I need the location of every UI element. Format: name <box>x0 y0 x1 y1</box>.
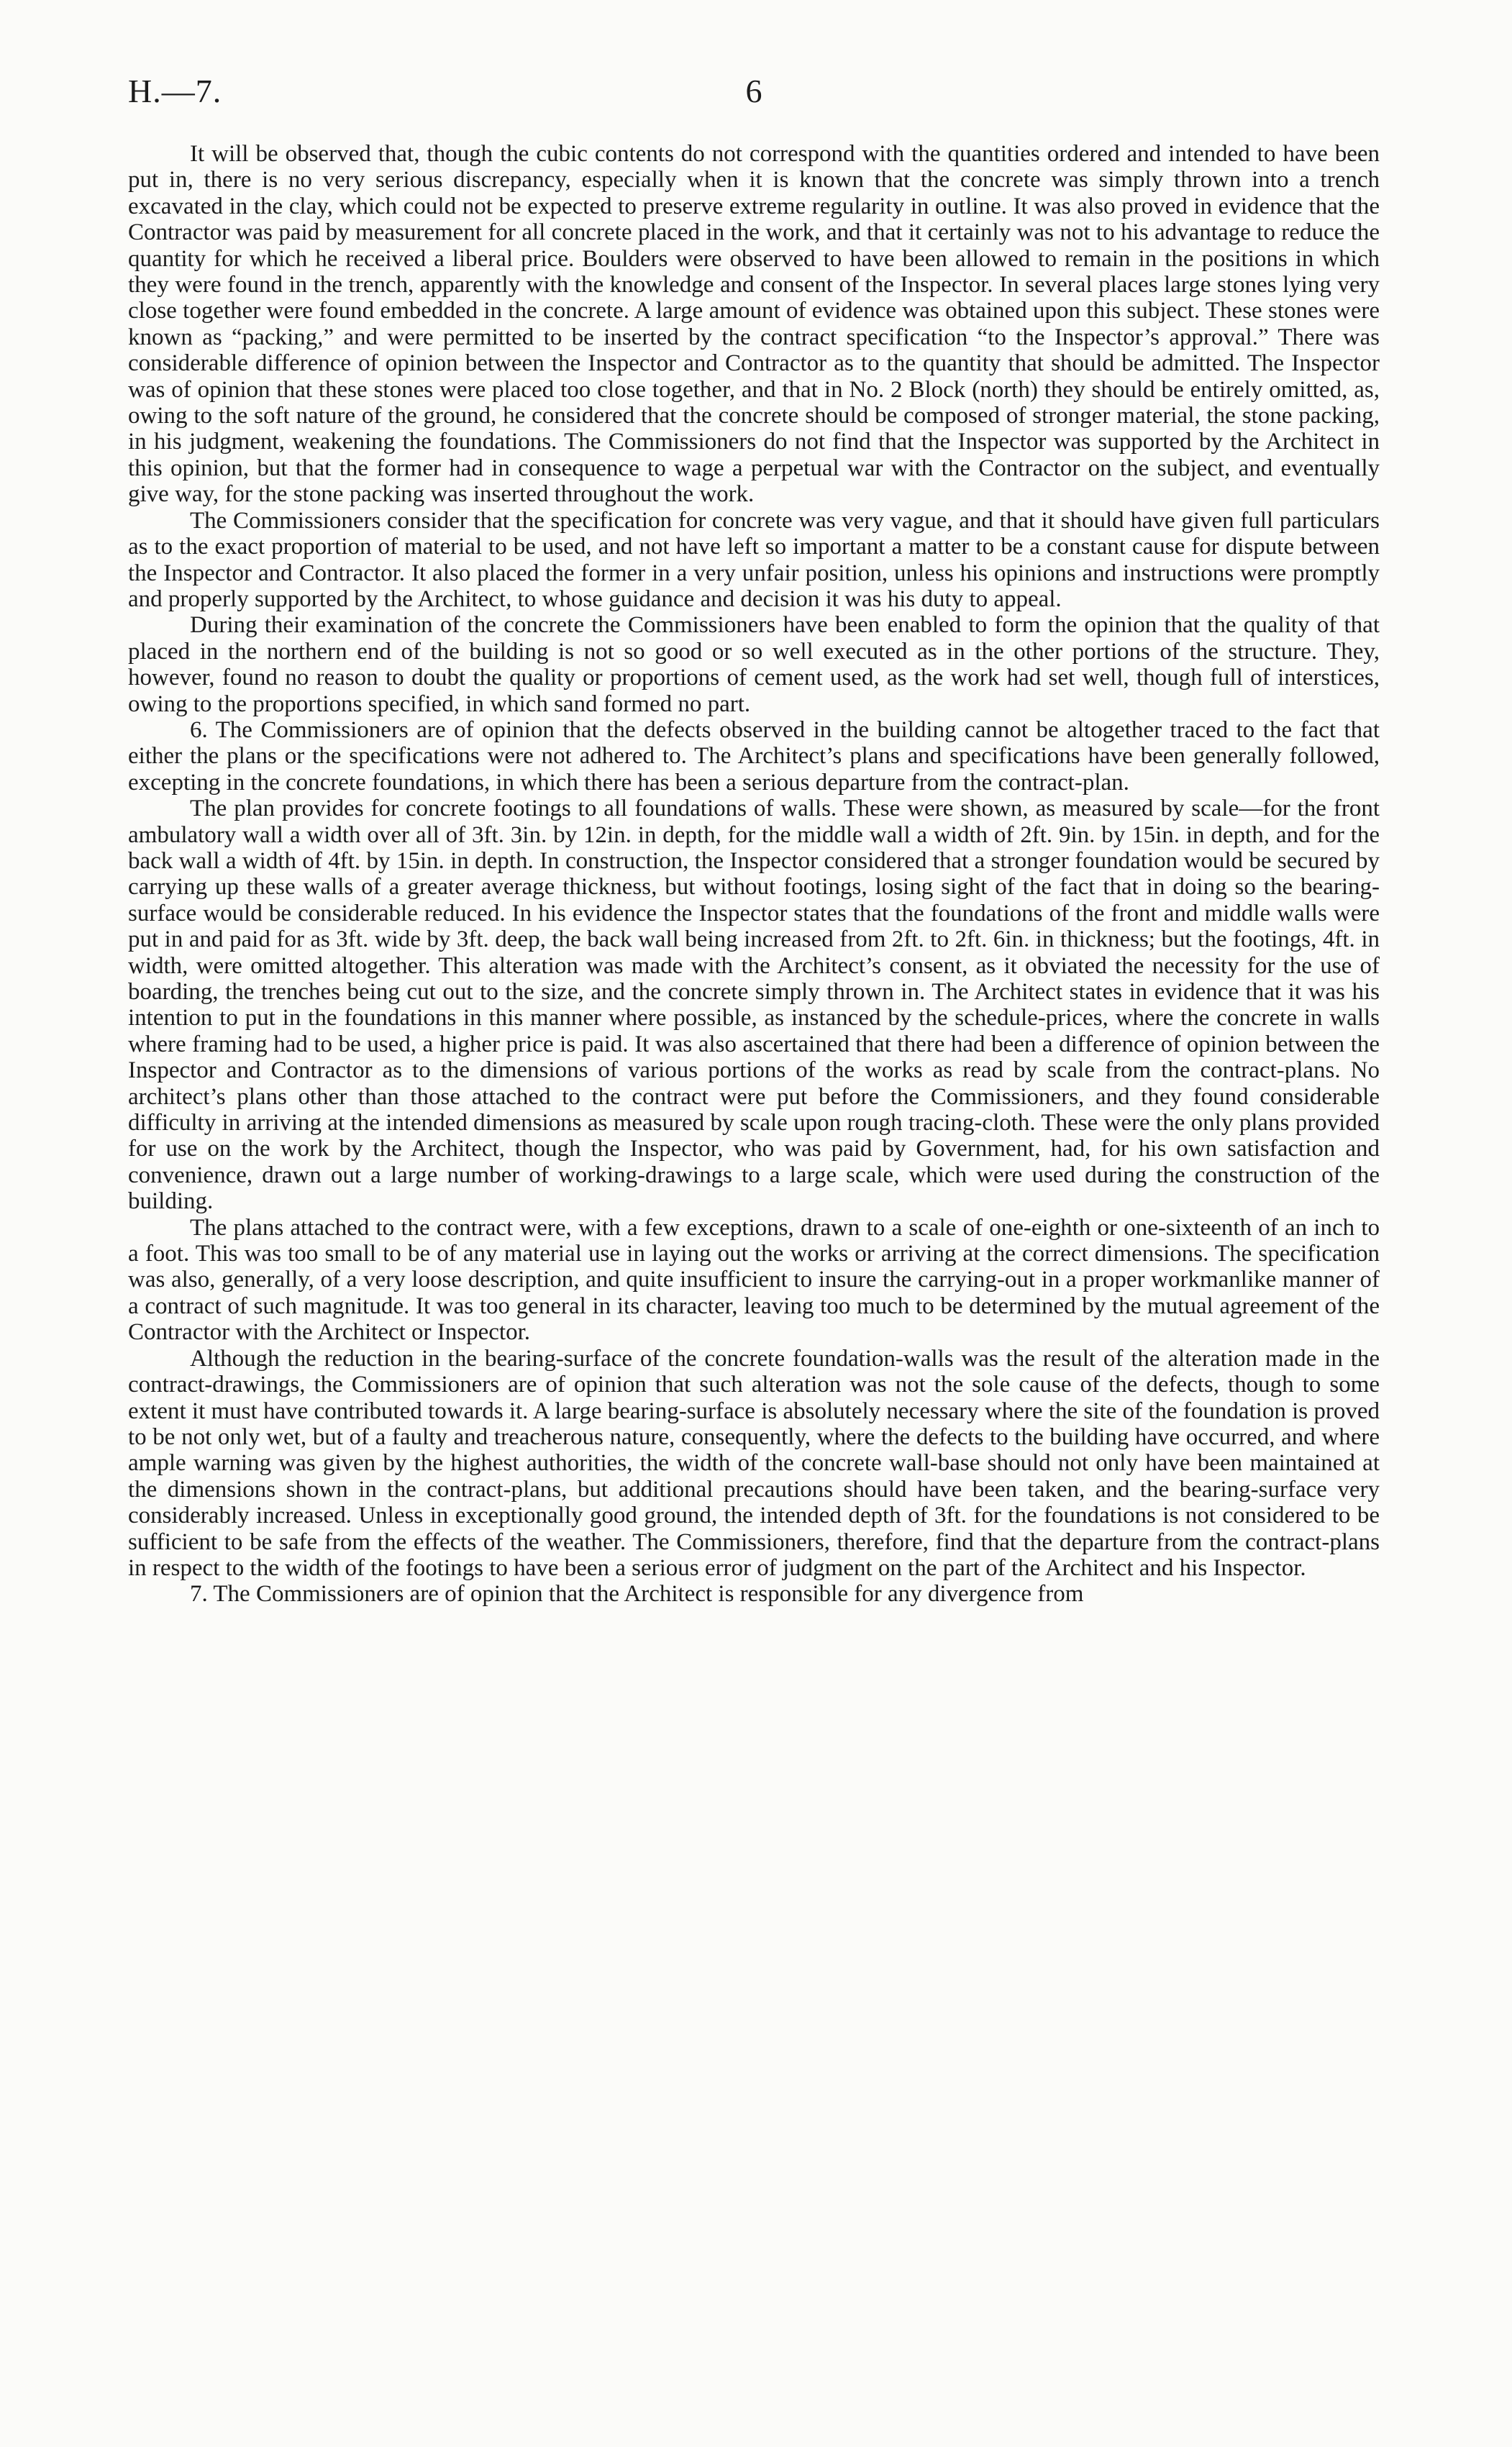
page-header <box>128 72 1380 122</box>
paragraph: It will be observed that, though the cubic contents do not correspond with the quantities ordered and intended to have been put in, there is no very serious discrepancy, especially when it is known that the concrete was simply thrown into a trench excavated in the clay, which could not be expected to preserve extreme regularity in outline. It was also proved in evidence that the Contractor was paid by measurement for all concrete placed in the work, and that it certainly was not to his advantage to reduce the quantity for which he received a liberal price. Boulders were observed to have been allowed to remain in the positions in which they were found in the trench, apparently with the knowledge and consent of the Inspector. In several places large stones lying very close together were found embedded in the concrete. A large amount of evidence was obtained upon this subject. These stones were known as “packing,” and were permitted to be inserted by the contract specification “to the Inspector’s approval.” There was considerable difference of opinion between the Inspector and Contractor as to the quantity that should be admitted. The Inspector was of opinion that these stones were placed too close together, and that in No. 2 Block (north) they should be entirely omitted, as, owing to the soft nature of the ground, he considered that the concrete should be composed of stronger material, the stone packing, in his judgment, weakening the foundations. The Commissioners do not find that the Inspector was supported by the Architect in this opinion, but that the former had in consequence to wage a perpetual war with the Contractor on the subject, and eventually give way, for the stone packing was inserted throughout the work. <box>128 141 1380 508</box>
paragraph: Although the reduction in the bearing-surface of the concrete foundation-walls was the result of the alteration made in the contract-drawings, the Commissioners are of opinion that such alteration was not the sole cause of the defects, though to some extent it must have contributed towards it. A large bearing-surface is absolutely necessary where the site of the foundation is proved to be not only wet, but of a faulty and treacherous nature, consequently, where the defects to the building have occurred, and where ample warning was given by the highest authorities, the width of the concrete wall-base should not only have been maintained at the dimensions shown in the contract-plans, but additional precautions should have been taken, and the bearing-surface very considerably increased. Unless in exceptionally good ground, the intended depth of 3ft. for the foundations is not considered to be sufficient to be safe from the effects of the weather. The Commissioners, therefore, find that the departure from the contract-plans in respect to the width of the footings to have been a serious error of judgment on the part of the Architect and his Inspector. <box>128 1345 1380 1581</box>
page-number: 6 <box>745 73 762 109</box>
document-body <box>128 141 1380 1608</box>
paragraph: 6. The Commissioners are of opinion that the defects observed in the building cannot be altogether traced to the fact that either the plans or the specifications were not adhered to. The Architect’s plans and specifications have been generally followed, excepting in the concrete foundations, in which there has been a serious departure from the contract-plan. <box>128 716 1380 796</box>
paragraph: 7. The Commissioners are of opinion that the Architect is responsible for any divergence from <box>190 1581 1084 1608</box>
paragraph: The plans attached to the contract were, with a few exceptions, drawn to a scale of one-eighth or one-sixteenth of an inch to a foot. This was too small to be of any material use in laying out the works or arriving at the correct dimensions. The specification was also, generally, of a very loose description, and quite insufficient to insure the carrying-out in a proper workmanlike manner of a contract of such magnitude. It was too general in its character, leaving too much to be determined by the mutual agreement of the Contractor with the Architect or Inspector. <box>128 1214 1380 1346</box>
document-code: H.—7. <box>128 73 222 109</box>
paragraph: The plan provides for concrete footings to all foundations of walls. These were shown, as measured by scale—for the front ambulatory wall a width over all of 3ft. 3in. by 12in. in depth, for the middle wall a width of 2ft. 9in. by 15in. in depth, and for the back wall a width of 4ft. by 15in. in depth. In construction, the Inspector considered that a stronger foundation would be secured by carrying up these walls of a greater average thickness, but without footings, losing sight of the fact that in doing so the bearing-surface would be considerable reduced. In his evidence the Inspector states that the foundations of the front and middle walls were put in and paid for as 3ft. wide by 3ft. deep, the back wall being increased from 2ft. to 2ft. 6in. in thickness; but the footings, 4ft. in width, were omitted altogether. This alteration was made with the Architect’s consent, as it obviated the necessity for the use of boarding, the trenches being cut out to the size, and the concrete simply thrown in. The Architect states in evidence that it was his intention to put in the foundations in this manner where possible, as instanced by the schedule-prices, where the concrete in walls where framing had to be used, a higher price is paid. It was also ascertained that there had been a difference of opinion between the Inspector and Contractor as to the dimensions of various portions of the works as read by scale from the contract-plans. No architect’s plans other than those attached to the contract were put before the Commissioners, and they found considerable difficulty in arriving at the intended dimensions as measured by scale upon rough tracing-cloth. These were the only plans provided for use on the work by the Architect, though the Inspector, who was paid by Government, had, for his own satisfaction and convenience, drawn out a large number of working-drawings to a large scale, which were used during the construction of the building. <box>128 796 1380 1215</box>
paragraph: The Commissioners consider that the specification for concrete was very vague, and that it should have given full particulars as to the exact proportion of material to be used, and not have left so important a matter to be a constant cause for dispute between the Inspector and Contractor. It also placed the former in a very unfair position, unless his opinions and instructions were promptly and properly supported by the Architect, to whose guidance and decision it was his duty to appeal. <box>128 507 1380 612</box>
paragraph: During their examination of the concrete the Commissioners have been enabled to form the opinion that the quality of that placed in the northern end of the building is not so good or so well executed as in the other portions of the structure. They, however, found no reason to doubt the quality or proportions of cement used, as the work had set well, though full of interstices, owing to the proportions specified, in which sand formed no part. <box>128 612 1380 717</box>
